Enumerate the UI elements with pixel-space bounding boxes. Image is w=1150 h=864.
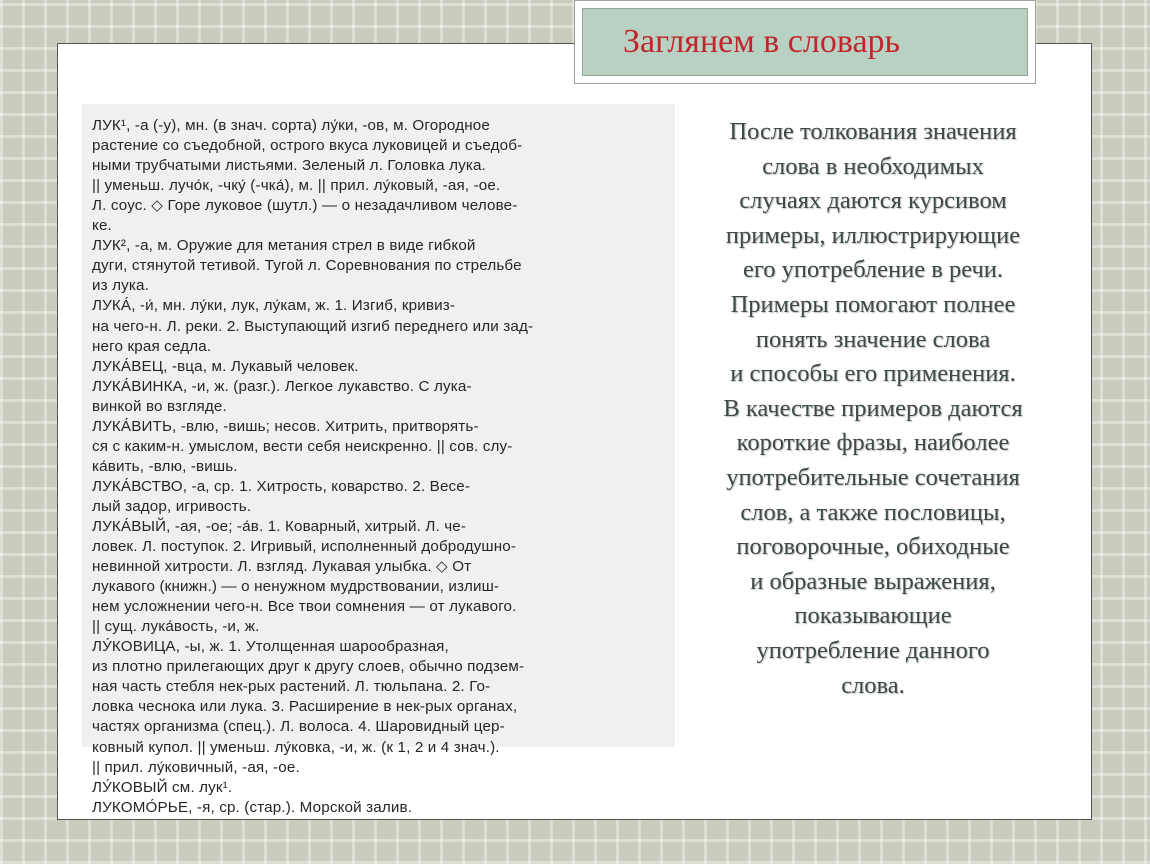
dictionary-line: нем усложнении чего-н. Все твои сомнения — от лукавого. (92, 598, 517, 616)
dictionary-line: винкой во взгляде. (92, 397, 227, 415)
dictionary-line: невинной хитрости. Л. взгляд. Лукавая улыбка. ◇ От (92, 558, 472, 576)
description-line: употребительные сочетания (726, 463, 1020, 491)
title-panel (582, 8, 1028, 76)
dictionary-line: лукавого (книжн.) — о ненужном мудрствовании, излиш- (92, 578, 500, 596)
dictionary-line: ЛУК¹, -а (-у), мн. (в знач. сорта) лу́ки, -ов, м. Огородное (92, 117, 490, 135)
dictionary-line: ЛУК², -а, м. Оружие для метания стрел в виде гибкой (92, 237, 476, 255)
dictionary-line: || прил. лу́ковичный, -ая, -ое. (92, 758, 300, 776)
dictionary-line: ЛУ́КОВЫЙ см. лук¹. (92, 778, 233, 796)
description-line: слова. (841, 671, 905, 699)
dictionary-line: ная часть стебля нек-рых растений. Л. тюльпана. 2. Го- (92, 678, 491, 696)
dictionary-line: ЛУКОМО́РЬЕ, -я, ср. (стар.). Морской залив. (92, 798, 413, 816)
description-line: примеры, иллюстрирующие (725, 221, 1021, 249)
dictionary-line: ЛУ́КОВИЦА, -ы, ж. 1. Утолщенная шарообразная, (92, 638, 449, 656)
description-line: В качестве примеров даются (723, 394, 1023, 422)
dictionary-top-spacer (92, 96, 667, 116)
dictionary-line: ка́вить, -влю, -вишь. (92, 457, 238, 475)
description-line: После толкования значения (729, 118, 1017, 145)
description-text (683, 115, 1063, 703)
description-line: понять значение слова (755, 325, 991, 353)
dictionary-line: ловек. Л. поступок. 2. Игривый, исполненный добродушно- (92, 538, 517, 556)
description-line: и образные выражения, (750, 567, 996, 595)
dictionary-line: из плотно прилегающих друг к другу слоев, обычно подзем- (92, 658, 525, 676)
dictionary-line: ЛУКА́ВЕЦ, -вца, м. Лукавый человек. (92, 357, 359, 375)
dictionary-line: || сущ. лука́вость, -и, ж. (92, 618, 260, 636)
description-line: случаях даются курсивом (739, 187, 1007, 215)
description-line: употребление данного (756, 636, 990, 664)
description-line: его употребление в речи. (742, 256, 1004, 284)
dictionary-line: ЛУКА́ВСТВО, -а, ср. 1. Хитрость, коварство. 2. Весе- (92, 477, 471, 495)
description-line: показывающие (794, 602, 952, 630)
dictionary-line: ловка чеснока или лука. 3. Расширение в нек-рых органах, (92, 698, 518, 716)
description-line: слова в необходимых (762, 152, 984, 180)
dictionary-line: растение со съедобной, острого вкуса луковицей и съедоб- (92, 137, 523, 155)
title-box (574, 0, 1036, 84)
dictionary-line: ЛУКА́ВЫЙ, -ая, -ое; -а́в. 1. Коварный, хитрый. Л. че- (92, 517, 467, 535)
dictionary-line: на чего-н. Л. реки. 2. Выступающий изгиб переднего или зад- (92, 317, 534, 335)
dictionary-line: частях организма (спец.). Л. волоса. 4. Шаровидный цер- (92, 718, 505, 736)
description-line: слов, а также пословицы, (740, 498, 1006, 526)
dictionary-line: лый задор, игривость. (92, 497, 252, 515)
dictionary-line: дуги, стянутой тетивой. Тугой л. Соревнования по стрельбе (92, 257, 522, 275)
dictionary-line: него края седла. (92, 337, 212, 355)
dictionary-line: ся с каким-н. умыслом, вести себя неискренно. || сов. слу- (92, 437, 513, 455)
dictionary-line: ЛУКА́, -и́, мн. лу́ки, лук, лу́кам, ж. 1. Изгиб, кривиз- (92, 297, 456, 315)
dictionary-line: из лука. (92, 277, 149, 295)
description-line: короткие фразы, наиболее (736, 429, 1010, 457)
description-line: и способы его применения. (730, 360, 1016, 388)
dictionary-line: ЛУКА́ВИТЬ, -влю, -вишь; несов. Хитрить, притворять- (92, 417, 479, 435)
dictionary-line: ЛУКА́ВИНКА, -и, ж. (разг.). Легкое лукавство. С лука- (92, 377, 472, 395)
dictionary-line: Л. соус. ◇ Горе луковое (шутл.) — о незадачливом челове- (92, 197, 518, 215)
dictionary-line: ными трубчатыми листьями. Зеленый л. Головка лука. (92, 157, 486, 175)
dictionary-line: ке. (92, 217, 112, 235)
dictionary-line: ковный купол. || уменьш. лу́ковка, -и, ж. (к 1, 2 и 4 знач.). (92, 738, 500, 756)
description-line: Примеры помогают полнее (730, 290, 1016, 318)
dictionary-scan-image (82, 104, 675, 816)
dictionary-line: || уменьш. лучо́к, -чку́ (-чка́), м. || прил. лу́ковый, -ая, -ое. (92, 177, 501, 195)
description-line: поговорочные, обиходные (736, 533, 1010, 561)
slide-title: Заглянем в словарь (623, 23, 901, 60)
